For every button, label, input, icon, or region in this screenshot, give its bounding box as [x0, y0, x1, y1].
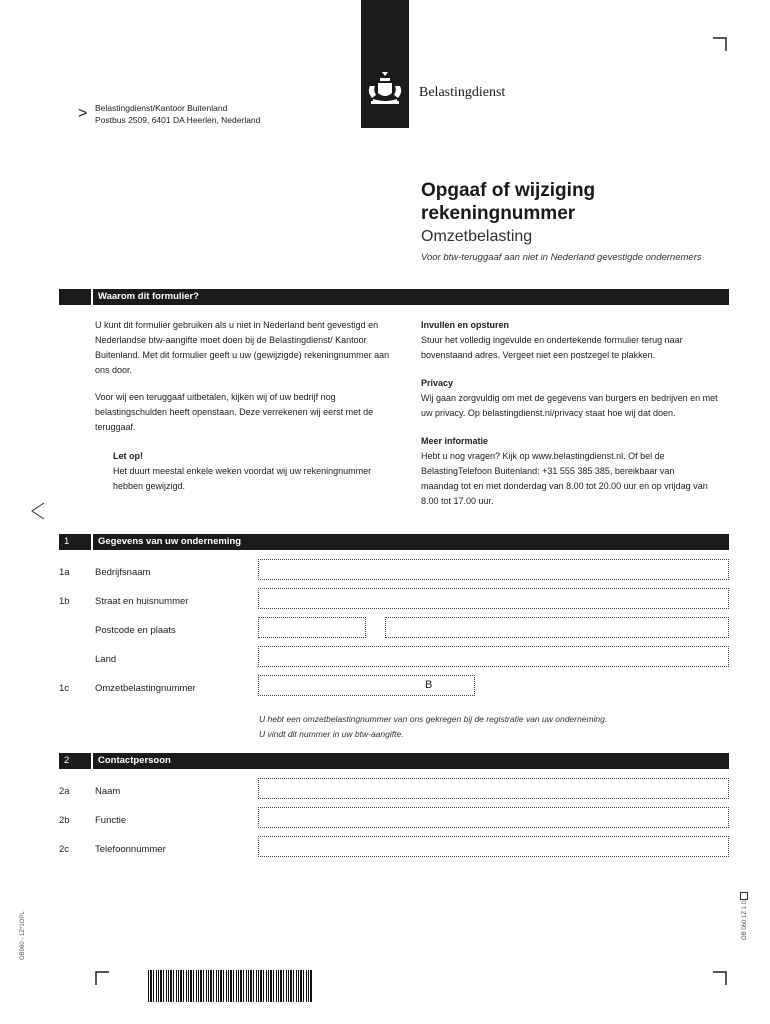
logo-text: Belastingdienst: [419, 85, 506, 100]
info-title: Meer informatie: [421, 436, 489, 446]
section-separator: [91, 753, 93, 769]
label-telefoonnummer: Telefoonnummer: [95, 844, 166, 855]
privacy-title: Privacy: [421, 378, 454, 388]
naam-input[interactable]: [258, 778, 729, 799]
form-title: [421, 179, 595, 225]
return-address: [95, 102, 260, 126]
row-number-2c: 2c: [59, 844, 70, 855]
section-title: Gegevens van uw onderneming: [98, 536, 242, 547]
fold-mark-icon: [30, 502, 46, 520]
postcode-input[interactable]: [258, 617, 366, 638]
address-arrow-icon: >: [78, 105, 88, 122]
omzetbelastingnummer-input[interactable]: [258, 675, 475, 696]
plaats-input[interactable]: [385, 617, 729, 638]
vat-letter: B: [425, 679, 433, 691]
section-number: 2: [64, 755, 70, 766]
section-separator: [91, 289, 93, 305]
fill-title: Invullen en opsturen: [421, 320, 510, 330]
privacy-block: [421, 376, 731, 421]
logo-bar: [361, 0, 409, 128]
why-paragraph-2: Voor wij een teruggaaf uitbetalen, kijken wij of uw bedrijf nog belastingschulden heeft openstaan. Deze verrekenen wij eerst met de teruggaaf.: [95, 392, 374, 432]
label-omzetbelastingnummer: Omzetbelastingnummer: [95, 683, 196, 694]
note-title: Let op!: [113, 451, 143, 461]
crop-mark-top-right: [713, 37, 727, 51]
row-number-1c: 1c: [59, 683, 70, 694]
label-straat: Straat en huisnummer: [95, 596, 189, 607]
label-bedrijfsnaam: Bedrijfsnaam: [95, 567, 151, 578]
row-number-1a: 1a: [59, 567, 70, 578]
coat-of-arms-icon: [361, 0, 409, 128]
telefoonnummer-input[interactable]: [258, 836, 729, 857]
checkbox-icon: [740, 892, 748, 900]
section-title: Contactpersoon: [98, 755, 171, 766]
bedrijfsnaam-input[interactable]: [258, 559, 729, 580]
section-number-cell: [59, 289, 91, 305]
form-title-line-1: Opgaaf of wijziging: [421, 180, 596, 201]
section-number: 1: [64, 536, 70, 547]
vat-note-line-2: U vindt dit nummer in uw btw-aangifte.: [259, 729, 404, 739]
vat-note: [259, 712, 607, 742]
fill-text: Stuur het volledig ingevulde en ondertekende formulier terug naar bovenstaand adres. Vergeet niet een postzegel te plakken.: [421, 335, 683, 360]
section-separator: [91, 534, 93, 550]
note-block: [113, 449, 393, 494]
label-functie: Functie: [95, 815, 127, 826]
label-naam: Naam: [95, 786, 121, 797]
label-land: Land: [95, 654, 117, 665]
section-title: Waarom dit formulier?: [98, 291, 199, 302]
form-code-right: OB 060 1Z 1 01: [742, 897, 748, 940]
row-number-2b: 2b: [59, 815, 70, 826]
section-header-1: [59, 534, 729, 550]
vat-note-line-1: U hebt een omzetbelastingnummer van ons gekregen bij de registratie van uw onderneming.: [259, 714, 608, 724]
land-input[interactable]: [258, 646, 729, 667]
section-header-2: [59, 753, 729, 769]
note-text: Het duurt meestal enkele weken voordat wij uw rekeningnummer hebben gewijzigd.: [113, 466, 372, 491]
barcode: [148, 970, 312, 1002]
fill-block: [421, 318, 731, 363]
form-title-line-2: rekeningnummer: [421, 203, 576, 224]
form-subtitle: Omzetbelasting: [421, 228, 533, 245]
row-number-2a: 2a: [59, 786, 70, 797]
info-text: Hebt u nog vragen? Kijk op www.belastingdienst.nl. Of bel de BelastingTelefoon Buitenland: +31 555 385 385, bereikbaar van maandag tot en met donderdag van 8.00 tot 20.00 uur en op vrijdag van 8.00 tot 17.00 uur.: [421, 451, 708, 506]
form-code-left: OB060 - 1Z*1OPL: [20, 911, 26, 960]
privacy-text: Wij gaan zorgvuldig om met de gegevens van burgers en bedrijven en met uw privacy. Op belastingdienst.nl/privacy staat hoe wij dat doen.: [421, 393, 718, 418]
crop-mark-bottom-right: [713, 971, 727, 985]
functie-input[interactable]: [258, 807, 729, 828]
label-postcode-plaats: Postcode en plaats: [95, 625, 176, 636]
crop-mark-bottom-left: [95, 971, 109, 985]
why-paragraph-1: U kunt dit formulier gebruiken als u niet in Nederland bent gevestigd en Nederlandse btw-aangifte moet doen bij de Belastingdienst/ Kantoor Buitenland. Met dit formulier geeft u uw (gewijzigde) rekeningnummer aan ons door.: [95, 320, 390, 375]
info-block: [421, 434, 711, 509]
address-line-2: Postbus 2509, 6401 DA Heerlen, Nederland: [95, 115, 261, 125]
straat-input[interactable]: [258, 588, 729, 609]
row-number-1b: 1b: [59, 596, 70, 607]
address-line-1: Belastingdienst/Kantoor Buitenland: [95, 103, 228, 113]
section-header-why: [59, 289, 729, 305]
form-tagline: Voor btw-teruggaaf aan niet in Nederland gevestigde ondernemers: [421, 252, 702, 263]
